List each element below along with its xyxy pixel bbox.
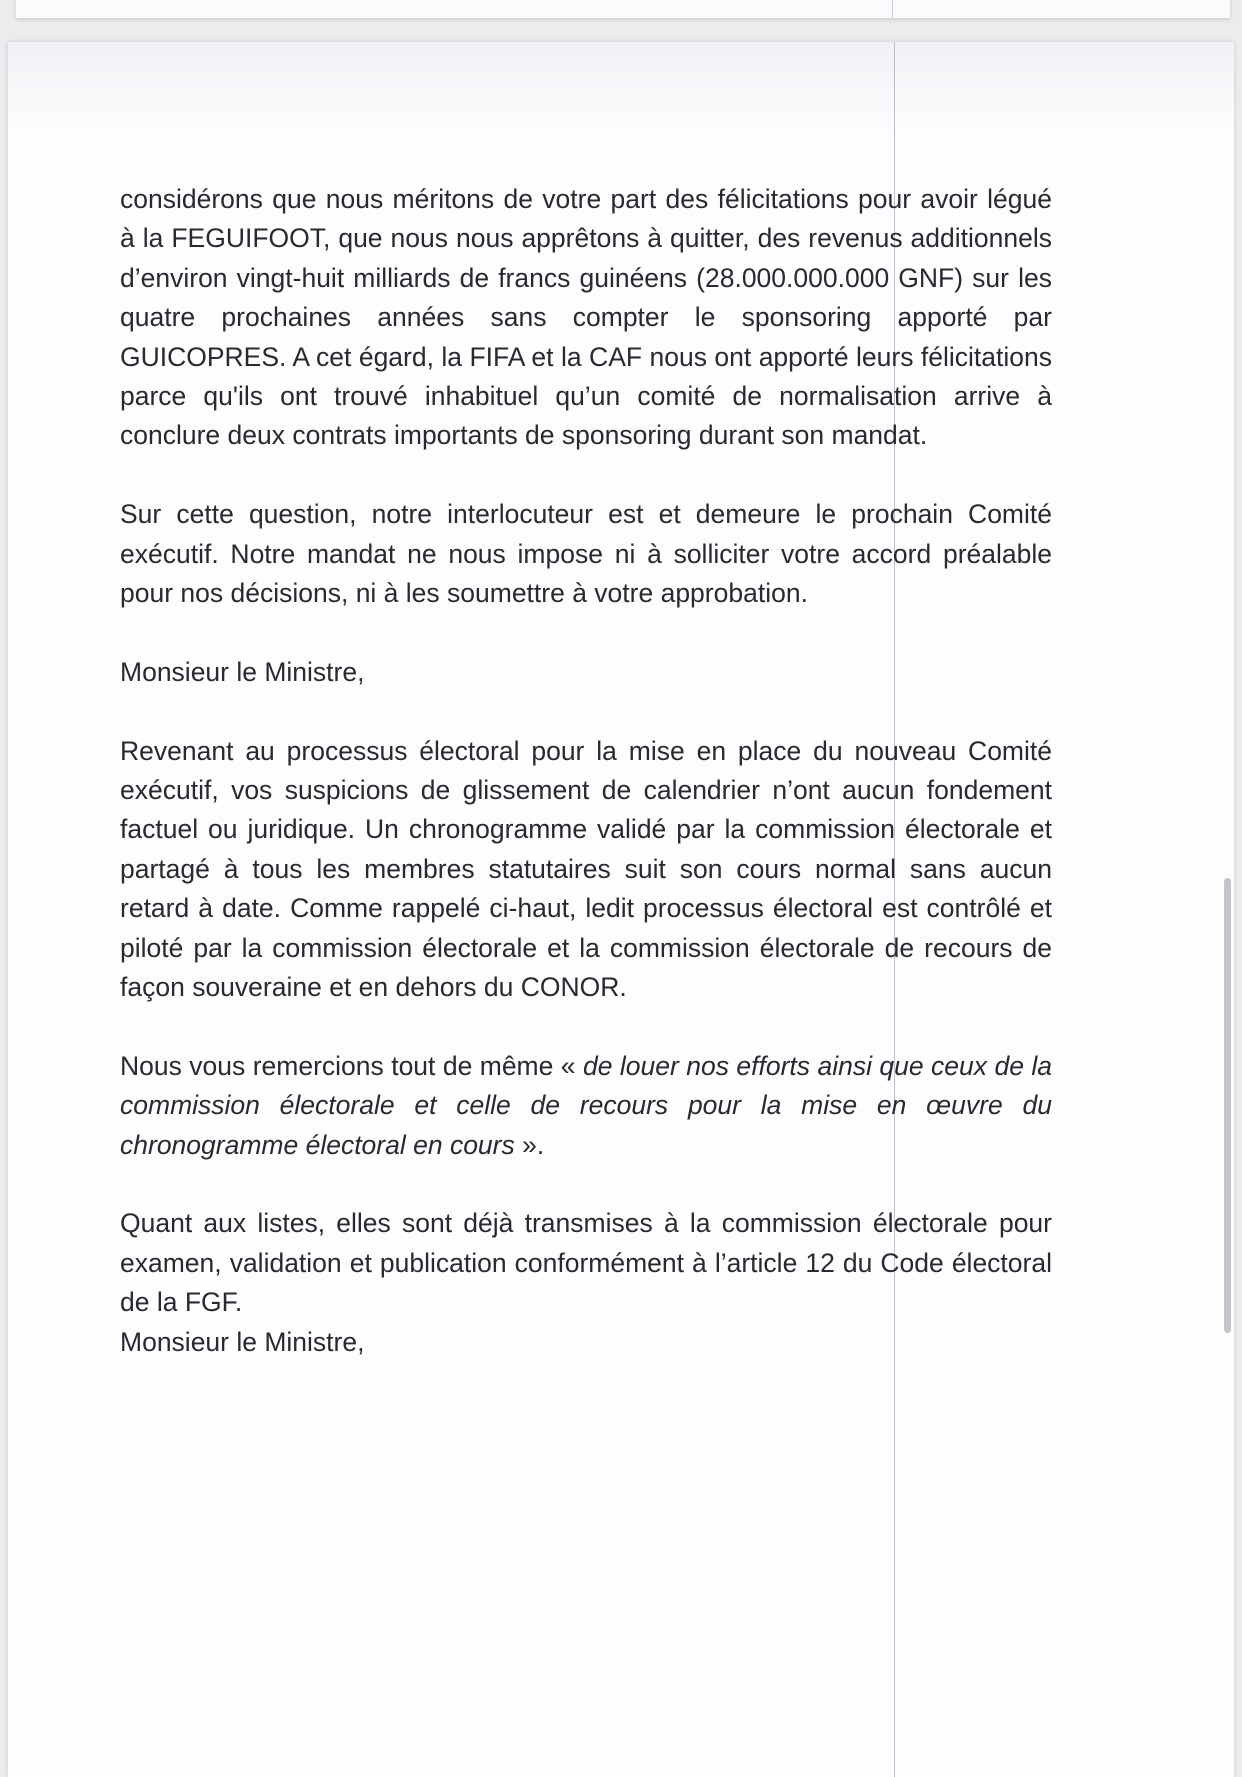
paragraph-interlocutor: Sur cette question, notre interlocuteur est et demeure le prochain Comité exécutif. Notre mandat ne nous impose ni à solliciter votre accord préalable pour nos décisions, ni à les soumettre à votre approbation. xyxy=(120,499,1052,609)
paragraph-lists: Quant aux listes, elles sont déjà transmises à la commission électorale pour examen, validation et publication conformément à l’article 12 du Code électoral de la FGF. xyxy=(120,1208,1052,1318)
paragraph-sponsoring-revenues: considérons que nous méritons de votre part des félicitations pour avoir légué à la FEGUIFOOT, que nous nous apprêtons à quitter, des revenus additionnels d’environ vingt-huit milliards de francs guinéens (28.000.000.000 GNF) sur les quatre prochaines années sans compter le sponsoring apporté par GUICOPRES. A cet égard, la FIFA et la CAF nous ont apporté leurs félicitations parce qu'ils ont trouvé inhabituel qu’un comité de normalisation arrive à conclure deux contrats importants de sponsoring durant son mandat. xyxy=(120,184,1052,451)
previous-page-edge xyxy=(16,0,1230,18)
page-top-shadow xyxy=(8,42,1234,132)
paragraph-electoral-process: Revenant au processus électoral pour la mise en place du nouveau Comité exécutif, vos suspicions de glissement de calendrier n’ont aucun fondement factuel ou juridique. Un chronogramme validé par la commission électorale et partagé à tous les membres statutaires suit son cours normal sans aucun retard à date. Comme rappelé ci-haut, ledit processus électoral est contrôlé et piloté par la commission électorale et la commission électorale de recours de façon souveraine et en dehors du CONOR. xyxy=(120,735,1052,1003)
letter-body xyxy=(120,180,1052,1362)
quoted-text: de louer nos efforts ainsi que ceux de la commission électorale et celle de recours pour la mise en œuvre du chronogramme électoral en cours xyxy=(120,1050,1053,1160)
previous-page-fold-line xyxy=(892,0,893,18)
thanks-tail: ». xyxy=(514,1129,545,1160)
paragraph-thanks xyxy=(120,1047,1052,1165)
vertical-scrollbar[interactable] xyxy=(1224,878,1231,1333)
salutation: Monsieur le Ministre, xyxy=(120,656,365,687)
salutation-closing: Monsieur le Ministre, xyxy=(120,1326,365,1357)
thanks-lead: Nous vous remercions tout de même « xyxy=(120,1050,583,1081)
